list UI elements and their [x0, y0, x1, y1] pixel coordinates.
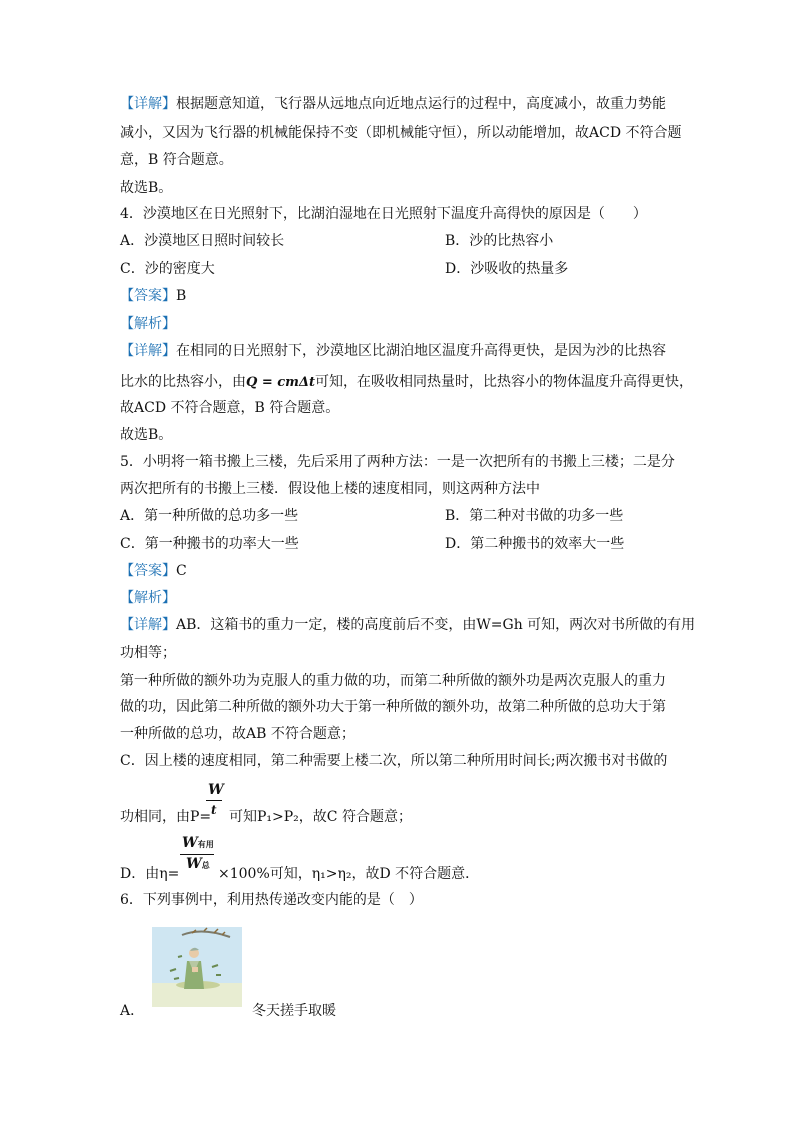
question-4-choice: 故选B。 — [120, 427, 173, 443]
question-5-detail-line2: 功相等； — [120, 645, 176, 661]
denominator-subscript: 总 — [201, 860, 210, 870]
winter-scene-image — [152, 927, 242, 1007]
question-6-option-a-label: A． — [120, 1003, 145, 1019]
question-5-detail-line7b: 可知P₁>P₂，故C 符合题意； — [229, 809, 412, 825]
answer-tag: 【答案】 — [120, 563, 176, 579]
question-5-detail-line8a: D．由η= — [120, 866, 180, 882]
question-5-detail-line1 — [120, 617, 695, 633]
denominator-symbol: W — [186, 856, 202, 872]
power-fraction-numerator: W — [208, 782, 224, 798]
detail-tag: 【详解】 — [120, 343, 176, 359]
question-5-option-c: C．第一种搬书的功率大一些 — [120, 536, 299, 552]
question-4-option-d: D．沙吸收的热量多 — [445, 261, 569, 277]
question-5-detail-line5: 一种所做的总功，故AB 不符合题意； — [120, 726, 355, 742]
solution-detail-line1 — [120, 96, 666, 112]
answer-value: B — [176, 288, 187, 304]
efficiency-fraction-numerator — [182, 835, 214, 851]
detail-text: AB．这箱书的重力一定，楼的高度前后不变，由W=Gh 可知，两次对书所做的有用 — [176, 617, 696, 633]
solution-detail-line3: 意，B 符合题意。 — [120, 152, 233, 168]
power-fraction-bar — [206, 800, 222, 801]
heat-formula: Q = cmΔt — [246, 375, 316, 390]
question-4-stem: 4．沙漠地区在日光照射下，比湖泊湿地在日光照射下温度升高得快的原因是（ ） — [120, 206, 647, 222]
question-6-option-a-text: 冬天搓手取暖 — [252, 1003, 336, 1019]
question-5-detail-line3: 第一种所做的额外功为克服人的重力做的功，而第二种所做的额外功是两次克服人的重力 — [120, 673, 666, 689]
question-5-answer — [120, 563, 187, 579]
detail-text: 在相同的日光照射下，沙漠地区比湖泊地区温度升高得更快，是因为沙的比热容 — [176, 343, 666, 359]
question-5-detail-line6: C．因上楼的速度相同，第二种需要上楼二次，所以第二种所用时间长;两次搬书对书做的 — [120, 753, 668, 769]
detail-text: 根据题意知道，飞行器从远地点向近地点运行的过程中，高度减小，故重力势能 — [176, 96, 666, 112]
question-5-detail-line7a: 功相同，由P= — [120, 809, 212, 825]
numerator-subscript: 有用 — [197, 839, 214, 849]
detail-tag: 【详解】 — [120, 617, 176, 633]
numerator-symbol: W — [182, 835, 198, 851]
efficiency-fraction-denominator — [186, 856, 210, 872]
question-5-stem-line1: 5．小明将一箱书搬上三楼，先后采用了两种方法：一是一次把所有的书搬上三楼；二是分 — [120, 454, 675, 470]
question-6-stem: 6．下列事例中，利用热传递改变内能的是（ ） — [120, 892, 423, 908]
question-5-detail-line4: 做的功，因此第二种所做的额外功大于第一种所做的额外功，故第二种所做的总功大于第 — [120, 699, 666, 715]
answer-tag: 【答案】 — [120, 288, 176, 304]
question-5-option-a: A．第一种所做的总功多一些 — [120, 508, 299, 524]
detail-text: 比水的比热容小，由 — [120, 374, 246, 390]
question-5-analysis-tag: 【解析】 — [120, 590, 176, 606]
question-4-analysis-tag: 【解析】 — [120, 316, 176, 332]
question-5-option-b: B．第二种对书做的功多一些 — [445, 508, 624, 524]
power-fraction-denominator: t — [211, 803, 217, 817]
question-4-detail-line3: 故ACD 不符合题意，B 符合题意。 — [120, 400, 340, 416]
rubbing-hands-illustration — [152, 927, 242, 1007]
detail-text: 可知，在吸收相同热量时，比热容小的物体温度升高得更快， — [315, 374, 694, 390]
question-4-answer — [120, 288, 186, 304]
question-4-option-c: C．沙的密度大 — [120, 261, 215, 277]
question-4-detail-line1 — [120, 343, 666, 359]
solution-choice-line: 故选B。 — [120, 180, 173, 196]
question-5-detail-line8b: ×100%可知，η₁>η₂，故D 不符合题意． — [218, 866, 480, 882]
detail-tag: 【详解】 — [120, 96, 176, 112]
question-4-option-a: A．沙漠地区日照时间较长 — [120, 233, 285, 249]
answer-value: C — [176, 563, 187, 579]
efficiency-fraction-bar — [180, 854, 214, 855]
question-5-option-d: D．第二种搬书的效率大一些 — [445, 536, 625, 552]
question-5-stem-line2: 两次把所有的书搬上三楼．假设他上楼的速度相同，则这两种方法中 — [120, 481, 540, 497]
question-4-option-b: B．沙的比热容小 — [445, 233, 554, 249]
solution-detail-line2: 减小，又因为飞行器的机械能保持不变（即机械能守恒），所以动能增加，故ACD 不符合题 — [120, 125, 682, 141]
question-4-detail-line2 — [120, 374, 693, 391]
